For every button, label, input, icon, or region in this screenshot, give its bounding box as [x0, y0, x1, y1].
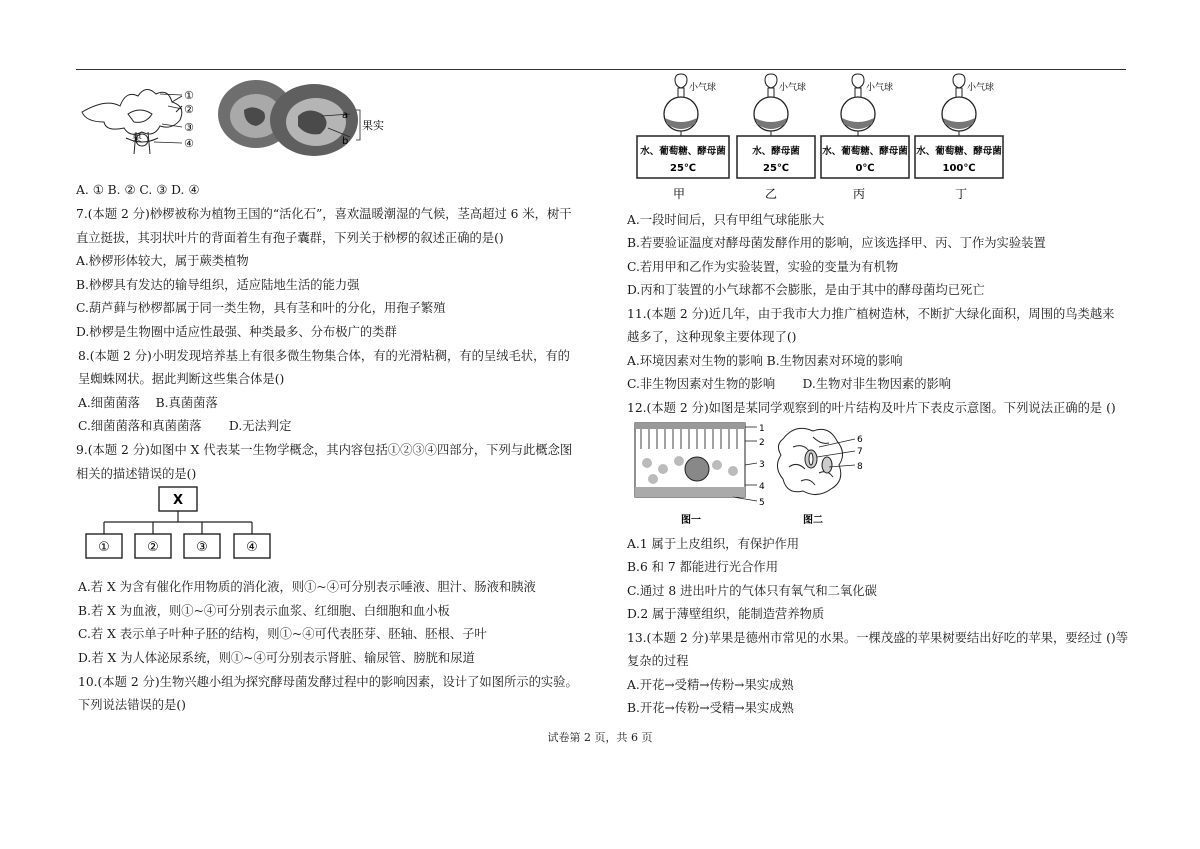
flask-yi-temp: 25℃: [762, 163, 790, 174]
q13-option-b: B.开花→传粉→受精→果实成熟: [627, 701, 794, 715]
flower-leader-lines: [154, 94, 182, 143]
q9-option-b: B.若 X 为血液，则①~④可分别表示血浆、红细胞、白细胞和血小板: [78, 604, 450, 618]
q10-option-a: A.一段时间后，只有甲组气球能胀大: [627, 213, 825, 227]
q12-option-a: A.1 属于上皮组织，有保护作用: [627, 537, 800, 551]
flask-jia-content: 水、葡萄糖、酵母菌: [640, 146, 726, 157]
yeast-experiment-figure: [635, 74, 1005, 206]
concept-label-1: ①: [98, 540, 110, 555]
flask-jia-temp: 25℃: [669, 163, 697, 174]
flask-yi-content: 水、酵母菌: [752, 146, 800, 157]
q11-stem-line2: 越多了，这种现象主要体现了(): [627, 330, 797, 344]
flower-fruit-figure: [76, 76, 384, 168]
q12-option-c: C.通过 8 进出叶片的气体只有氧气和二氧化碳: [627, 584, 877, 598]
leaf-label-8: 8: [857, 462, 863, 472]
q10-option-d: D.丙和丁装置的小气球都不会膨胀，是由于其中的酵母菌均已死亡: [627, 283, 985, 297]
leaf-label-6: 6: [857, 435, 863, 445]
fruit-label-guoshi: 果实: [362, 119, 384, 132]
flask-ding-balloon-label: 小气球: [967, 83, 995, 93]
fruit-label-a: a: [342, 110, 349, 121]
q10-option-c: C.若用甲和乙作为实验装置，实验的变量为有机物: [627, 260, 899, 274]
lower-epidermis: [777, 428, 842, 494]
flower-label-1: ①: [184, 89, 194, 102]
leaf-label-4: 4: [759, 482, 765, 492]
flask-bing-content: 水、葡萄糖、酵母菌: [822, 146, 908, 157]
q8-stem-line2: 呈蜘蛛网状。据此判断这些集合体是(): [78, 372, 285, 386]
concept-label-3: ③: [196, 540, 208, 555]
q9-option-d: D.若 X 为人体泌尿系统，则①~④可分别表示肾脏、输尿管、膀胱和尿道: [78, 651, 475, 665]
fruit-label-b: b: [342, 136, 349, 147]
q7-stem-line1: 7.(本题 2 分)桫椤被称为植物王国的“活化石”，喜欢温暖潮湿的气候，茎高超过 6 米，树干: [76, 207, 572, 221]
q11-options-cd: C.非生物因素对生物的影响 D.生物对非生物因素的影响: [627, 377, 952, 391]
fig2-caption: 图二: [803, 515, 823, 526]
q11-stem-line1: 11.(本题 2 分)近几年，由于我市大力推广植树造林，不断扩大绿化面积，周围的鸟类越来: [627, 307, 1115, 321]
concept-label-2: ②: [147, 540, 159, 555]
flower-label-2: ②: [184, 103, 194, 116]
q9-stem-line1: 9.(本题 2 分)如图中 X 代表某一生物学概念，其内容包括①②③④四部分，下列与此概念图: [76, 443, 573, 457]
q7-stem-line2: 直立挺拔，其羽状叶片的背面着生有孢子囊群，下列关于桫椤的叙述正确的是(): [76, 231, 504, 245]
leaf-cross-section: [635, 423, 745, 497]
flask-jia-name: 甲: [673, 187, 686, 201]
leaf-label-5: 5: [759, 498, 765, 508]
q7-option-c: C.葫芦藓与桫椤都属于同一类生物，具有茎和叶的分化，用孢子繁殖: [76, 301, 446, 315]
page-footer: 试卷第 2 页，共 6 页: [547, 731, 653, 744]
fig1-caption: 图一: [681, 515, 701, 526]
flower-label-3: ③: [184, 121, 194, 134]
q10-option-b: B.若要验证温度对酵母菌发酵作用的影响，应该选择甲、丙、丁作为实验装置: [627, 236, 1046, 250]
leaf-label-7: 7: [857, 447, 863, 457]
concept-root-label: X: [172, 493, 184, 508]
q7-option-a: A.桫椤形体较大，属于蕨类植物: [76, 254, 249, 268]
q8-options-ab: A.细菌菌落 B.真菌菌落: [78, 396, 218, 410]
q13-stem-line2: 复杂的过程: [627, 654, 689, 668]
q13-option-a: A.开花→受精→传粉→果实成熟: [627, 678, 794, 692]
flask-jia-balloon-label: 小气球: [689, 83, 717, 93]
q10-stem-line2: 下列说法错误的是(): [78, 698, 186, 712]
q12-option-b: B.6 和 7 都能进行光合作用: [627, 560, 778, 574]
leaf-label-3: 3: [759, 460, 765, 470]
flask-ding-name: 丁: [955, 187, 968, 201]
flask-ding-temp: 100℃: [942, 163, 976, 174]
q12-option-d: D.2 属于薄壁组织，能制造营养物质: [627, 607, 825, 621]
q12-stem: 12.(本题 2 分)如图是某同学观察到的叶片结构及叶片下表皮示意图。下列说法正确的是 (): [627, 401, 1116, 415]
flower-label-4: ④: [184, 137, 194, 150]
q6-options: A. ① B. ② C. ③ D. ④: [76, 183, 200, 197]
q10-stem-line1: 10.(本题 2 分)生物兴趣小组为探究酵母菌发酵过程中的影响因素，设计了如图所示的实验。: [78, 675, 578, 689]
leaf-label-1: 1: [759, 424, 765, 434]
flask-yi-name: 乙: [765, 187, 778, 201]
q8-stem-line1: 8.(本题 2 分)小明发现培养基上有很多微生物集合体，有的光滑粘稠，有的呈绒毛状，有的: [78, 349, 570, 363]
flask-bing-name: 丙: [853, 187, 866, 201]
flask-bing-temp: 0℃: [855, 163, 875, 174]
q7-option-d: D.桫椤是生物圈中适应性最强、种类最多、分布极广的类群: [76, 325, 397, 339]
leaf-structure-figure: [633, 421, 893, 531]
flask-ding-content: 水、葡萄糖、酵母菌: [916, 146, 1002, 157]
flask-bing-balloon-label: 小气球: [866, 83, 894, 93]
q9-option-c: C.若 X 表示单子叶种子胚的结构，则①~④可代表胚芽、胚轴、胚根、子叶: [78, 627, 487, 641]
q9-option-a: A.若 X 为含有催化作用物质的消化液，则①~④可分别表示唾液、胆汁、肠液和胰液: [78, 580, 536, 594]
flower-label-guo: 果: [132, 134, 142, 145]
leaf-label-2: 2: [759, 438, 765, 448]
concept-diagram: [82, 486, 282, 564]
flask-yi-balloon-label: 小气球: [779, 83, 807, 93]
q11-options-ab: A.环境因素对生物的影响 B.生物因素对环境的影响: [627, 354, 903, 368]
q9-stem-line2: 相关的描述错误的是(): [76, 467, 197, 481]
q7-option-b: B.桫椤具有发达的输导组织，适应陆地生活的能力强: [76, 278, 360, 292]
fruit-photo: [218, 80, 358, 156]
header-rule: [76, 69, 1126, 70]
concept-label-4: ④: [246, 540, 258, 555]
q8-options-cd: C.细菌菌落和真菌菌落 D.无法判定: [78, 419, 292, 433]
q13-stem-line1: 13.(本题 2 分)苹果是德州市常见的水果。一棵茂盛的苹果树要结出好吃的苹果，要经过 ()等: [627, 631, 1128, 645]
